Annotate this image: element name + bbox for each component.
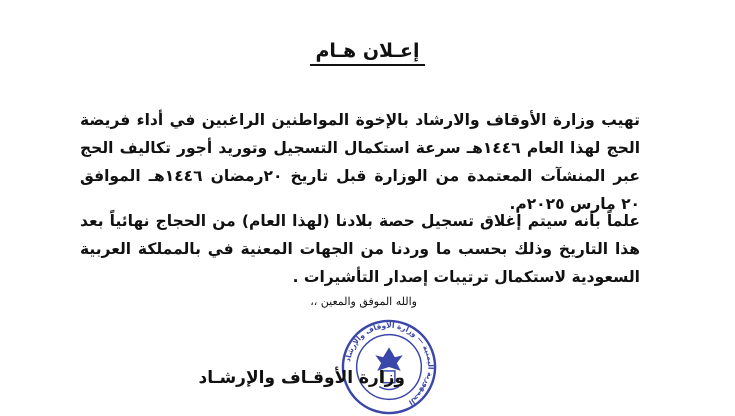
seal-arc-text: الجمهورية اليمنية — وزارة الأوقاف والإرشاد: [343, 320, 436, 408]
announcement-title-text: إعـلان هـام: [310, 40, 426, 66]
announcement-paragraph-2: علماً بأنه سيتم إغلاق تسجيل حصة بلادنا (لهذا العام) من الحجاج نهائياً بعد هذا التاريخ وذلك بحسب ما وردنا من الجهات المعنية في بالمملكة العربية السعودية لاستكمال ترتيبات إصدار التأشيرات .: [80, 212, 640, 286]
closing-phrase: والله الموفق والمعين ،،: [310, 295, 417, 308]
ministry-signature: وزارة الأوقـاف والإرشـاد: [198, 368, 405, 388]
announcement-title: [0, 40, 735, 66]
ministry-seal-icon: [340, 318, 438, 416]
announcement-paragraph-1: تهيب وزارة الأوقاف والارشاد بالإخوة المواطنين الراغبين في أداء فريضة الحج لهذا العام ١٤٤٦هـ سرعة استكمال التسجيل وتوريد أجور تكاليف الحج عبر المنشآت المعتمدة من الوزارة قبل تاريخ ٢٠رمضان ١٤٤٦هـ الموافق ٢٠ مارس ٢٠٢٥م.: [80, 111, 641, 213]
